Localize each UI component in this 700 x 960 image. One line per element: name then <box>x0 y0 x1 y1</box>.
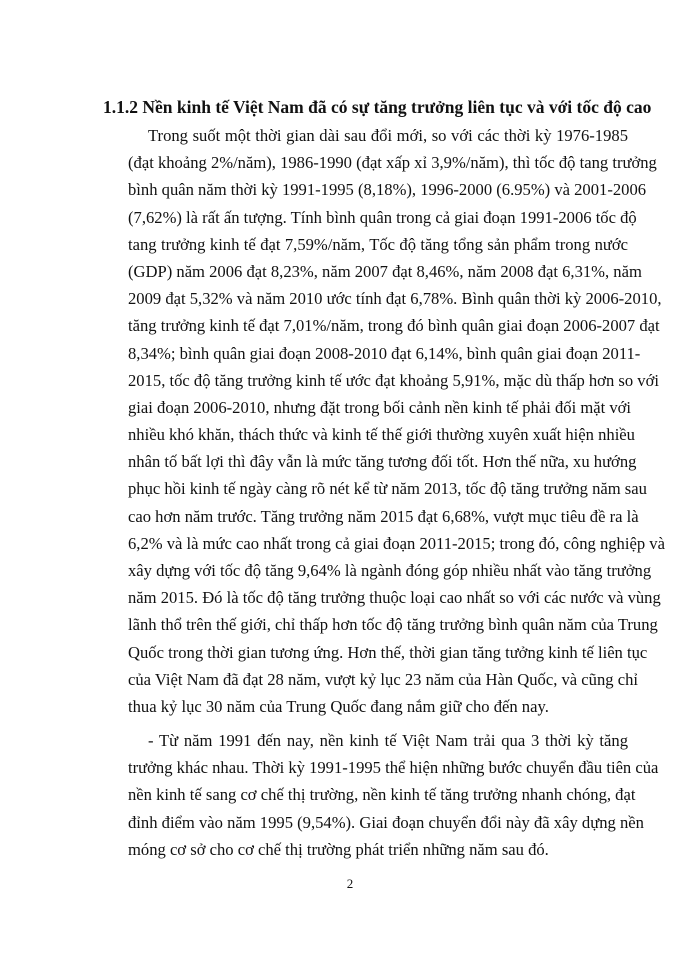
page-number: 2 <box>346 876 354 891</box>
paragraph-line: 6,2% và là mức cao nhất trong cả giai đoạn 2011-2015; trong đó, công nghiệp và <box>128 533 665 553</box>
paragraph-line: 2009 đạt 5,32% và năm 2010 ước tính đạt 6,78%. Bình quân thời kỳ 2006-2010, <box>128 289 662 309</box>
paragraph-line: nhân tố bất lợi thì đây vẫn là mức tăng tương đối tốt. Hơn thế nữa, xu hướng <box>128 452 637 472</box>
paragraph-line: thua kỷ lục 30 năm của Trung Quốc đang nắm giữ cho đến nay. <box>128 696 549 716</box>
paragraph-line: cao hơn năm trước. Tăng trưởng năm 2015 đạt 6,68%, vượt mục tiêu đề ra là <box>128 506 639 526</box>
paragraph-line: tang trưởng kinh tế đạt 7,59%/năm, Tốc độ tăng tổng sản phẩm trong nước <box>128 234 628 254</box>
paragraph-line: (đạt khoảng 2%/năm), 1986-1990 (đạt xấp xỉ 3,9%/năm), thì tốc độ tang trưởng <box>128 153 657 173</box>
paragraph-line: (GDP) năm 2006 đạt 8,23%, năm 2007 đạt 8,46%, năm 2008 đạt 6,31%, năm <box>128 261 642 281</box>
paragraph-line: Trong suốt một thời gian dài sau đổi mới, so với các thời kỳ 1976-1985 <box>148 126 628 145</box>
paragraph-line: móng cơ sở cho cơ chế thị trường phát triển những năm sau đó. <box>128 839 549 859</box>
paragraph-line: phục hồi kinh tế ngày càng rõ nét kể từ năm 2013, tốc độ tăng trưởng năm sau <box>128 479 647 499</box>
paragraph-line: của Việt Nam đã đạt 28 năm, vượt kỷ lục 23 năm của Hàn Quốc, và cũng chỉ <box>128 669 638 689</box>
paragraph-growth-overview <box>128 122 665 720</box>
section-heading: 1.1.2 Nền kinh tế Việt Nam đã có sự tăng trưởng liên tục và với tốc độ cao <box>103 97 652 117</box>
paragraph-line: giai đoạn 2006-2010, nhưng đặt trong bối cảnh nền kinh tế phải đối mặt với <box>128 397 632 417</box>
paragraph-line: tăng trưởng kinh tế đạt 7,01%/năm, trong đó bình quân giai đoạn 2006-2007 đạt <box>128 316 660 336</box>
paragraph-growth-periods <box>128 727 659 863</box>
paragraph-line: - Từ năm 1991 đến nay, nền kinh tế Việt Nam trải qua 3 thời kỳ tăng <box>148 731 628 750</box>
paragraph-line: nền kinh tế sang cơ chế thị trường, nền kinh tế tăng trưởng nhanh chóng, đạt <box>128 785 636 805</box>
paragraph-line: nhiều khó khăn, thách thức và kinh tế thế giới thường xuyên xuất hiện nhiều <box>128 425 635 445</box>
paragraph-line: trưởng khác nhau. Thời kỳ 1991-1995 thể hiện những bước chuyển đầu tiên của <box>128 758 659 778</box>
paragraph-line: bình quân năm thời kỳ 1991-1995 (8,18%), 1996-2000 (6.95%) và 2001-2006 <box>128 180 647 200</box>
paragraph-line: Quốc trong thời gian tương ứng. Hơn thế, thời gian tăng tưởng kinh tế liên tục <box>128 642 648 662</box>
paragraph-line: 2015, tốc độ tăng trưởng kinh tế ước đạt khoảng 5,91%, mặc dù thấp hơn so với <box>128 370 659 390</box>
paragraph-line: (7,62%) là rất ấn tượng. Tính bình quân trong cả giai đoạn 1991-2006 tốc độ <box>128 207 637 227</box>
paragraph-line: xây dựng với tốc độ tăng 9,64% là ngành đóng góp nhiều nhất vào tăng trưởng <box>128 561 652 580</box>
paragraph-line: lãnh thổ trên thế giới, chỉ thấp hơn tốc độ tăng trưởng bình quân năm của Trung <box>128 615 658 635</box>
paragraph-line: 8,34%; bình quân giai đoạn 2008-2010 đạt 6,14%, bình quân giai đoạn 2011- <box>128 343 641 363</box>
paragraph-line: năm 2015. Đó là tốc độ tăng trưởng thuộc loại cao nhất so với các nước và vùng <box>128 588 661 608</box>
paragraph-line: đỉnh điểm vào năm 1995 (9,54%). Giai đoạn chuyển đổi này đã xây dựng nền <box>128 812 644 832</box>
